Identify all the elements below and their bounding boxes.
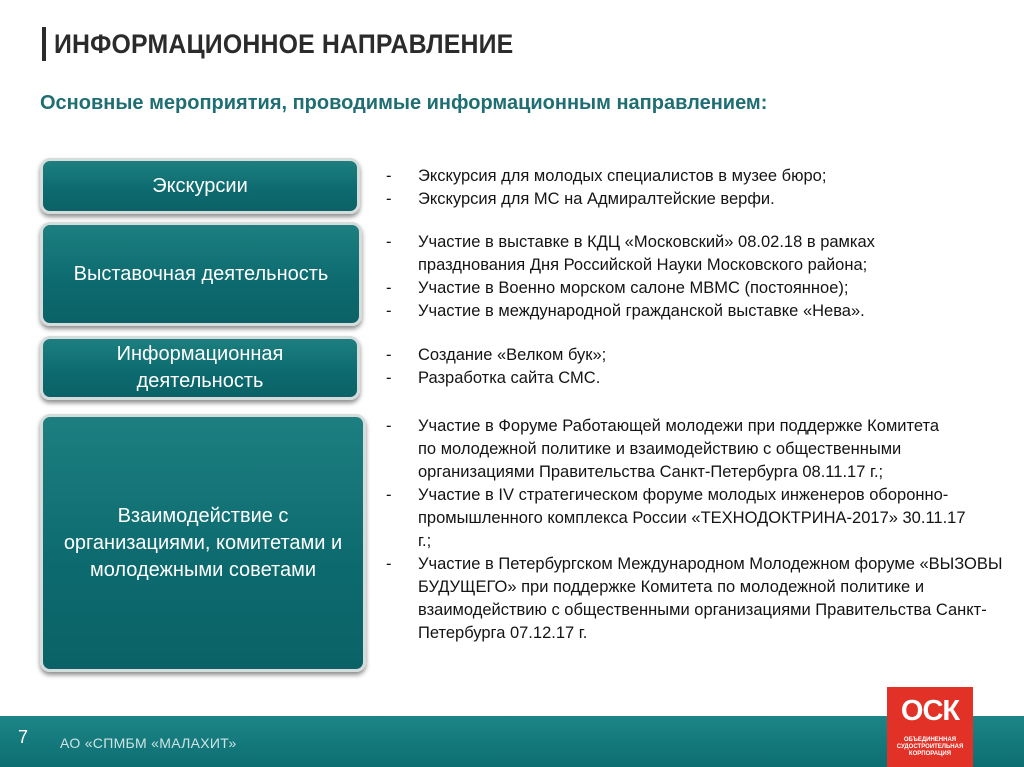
exhibitions-list bbox=[380, 231, 970, 323]
category-exhibitions bbox=[40, 222, 362, 326]
list-item: - Экскурсия для МС на Адмиралтейские верфи. bbox=[380, 188, 1000, 211]
page-number: 7 bbox=[18, 727, 29, 747]
category-information bbox=[40, 336, 360, 400]
information-list bbox=[380, 344, 1000, 390]
list-item: - Участие в IV стратегическом форуме молодых инженеров оборонно-промышленного комплекса России «ТЕХНОДОКТРИНА-2017» 30.11.17 г.; bbox=[380, 484, 980, 553]
category-label: Экскурсии bbox=[152, 174, 248, 197]
excursions-list bbox=[380, 165, 1000, 211]
list-item: - Создание «Велком бук»; bbox=[380, 344, 1000, 367]
cooperation-list bbox=[380, 415, 1010, 645]
page-subtitle: Основные мероприятия, проводимые информационным направлением: bbox=[40, 92, 768, 114]
footer-bar bbox=[0, 716, 1024, 767]
list-item: - Разработка сайта СМС. bbox=[380, 367, 1000, 390]
list-item: - Участие в Форуме Работающей молодежи при поддержке Комитета по молодежной политике и взаимодействию с общественными организациями Правительства Санкт-Петербурга 08.11.17 г.; bbox=[380, 415, 940, 484]
osk-logo bbox=[887, 687, 973, 767]
logo-text: ОСК bbox=[900, 695, 960, 727]
category-label: Информационная деятельность bbox=[116, 343, 284, 392]
category-label: Выставочная деятельность bbox=[73, 262, 329, 285]
list-item: - Участие в международной гражданской выставке «Нева». bbox=[380, 300, 970, 323]
title-accent-bar bbox=[42, 27, 46, 61]
category-excursions bbox=[40, 158, 360, 214]
list-item: - Экскурсия для молодых специалистов в музее бюро; bbox=[380, 165, 1000, 188]
logo-subtext: ОБЪЕДИНЕННАЯ СУДОСТРОИТЕЛЬНАЯ КОРПОРАЦИЯ bbox=[896, 737, 964, 757]
list-item: - Участие в Военно морском салоне МВМС (постоянное); bbox=[380, 277, 970, 300]
title-block bbox=[42, 24, 553, 64]
category-cooperation bbox=[40, 414, 366, 672]
list-item: - Участие в выставке в КДЦ «Московский» 08.02.18 в рамках празднования Дня Российской Науки Московского района; bbox=[380, 231, 970, 277]
company-name: АО «СПМБМ «МАЛАХИТ» bbox=[60, 735, 237, 751]
list-item: - Участие в Петербургском Международном Молодежном форуме «ВЫЗОВЫ БУДУЩЕГО» при поддержке Комитета по молодежной политике и взаимодействию с общественными организациями Правительства Санкт-Петербурга 07.12.17 г. bbox=[380, 553, 1010, 645]
page-title: ИНФОРМАЦИОННОЕ НАПРАВЛЕНИЕ bbox=[54, 28, 514, 59]
category-label: Взаимодействие с организациями, комитетами и молодежными советами bbox=[63, 504, 343, 581]
